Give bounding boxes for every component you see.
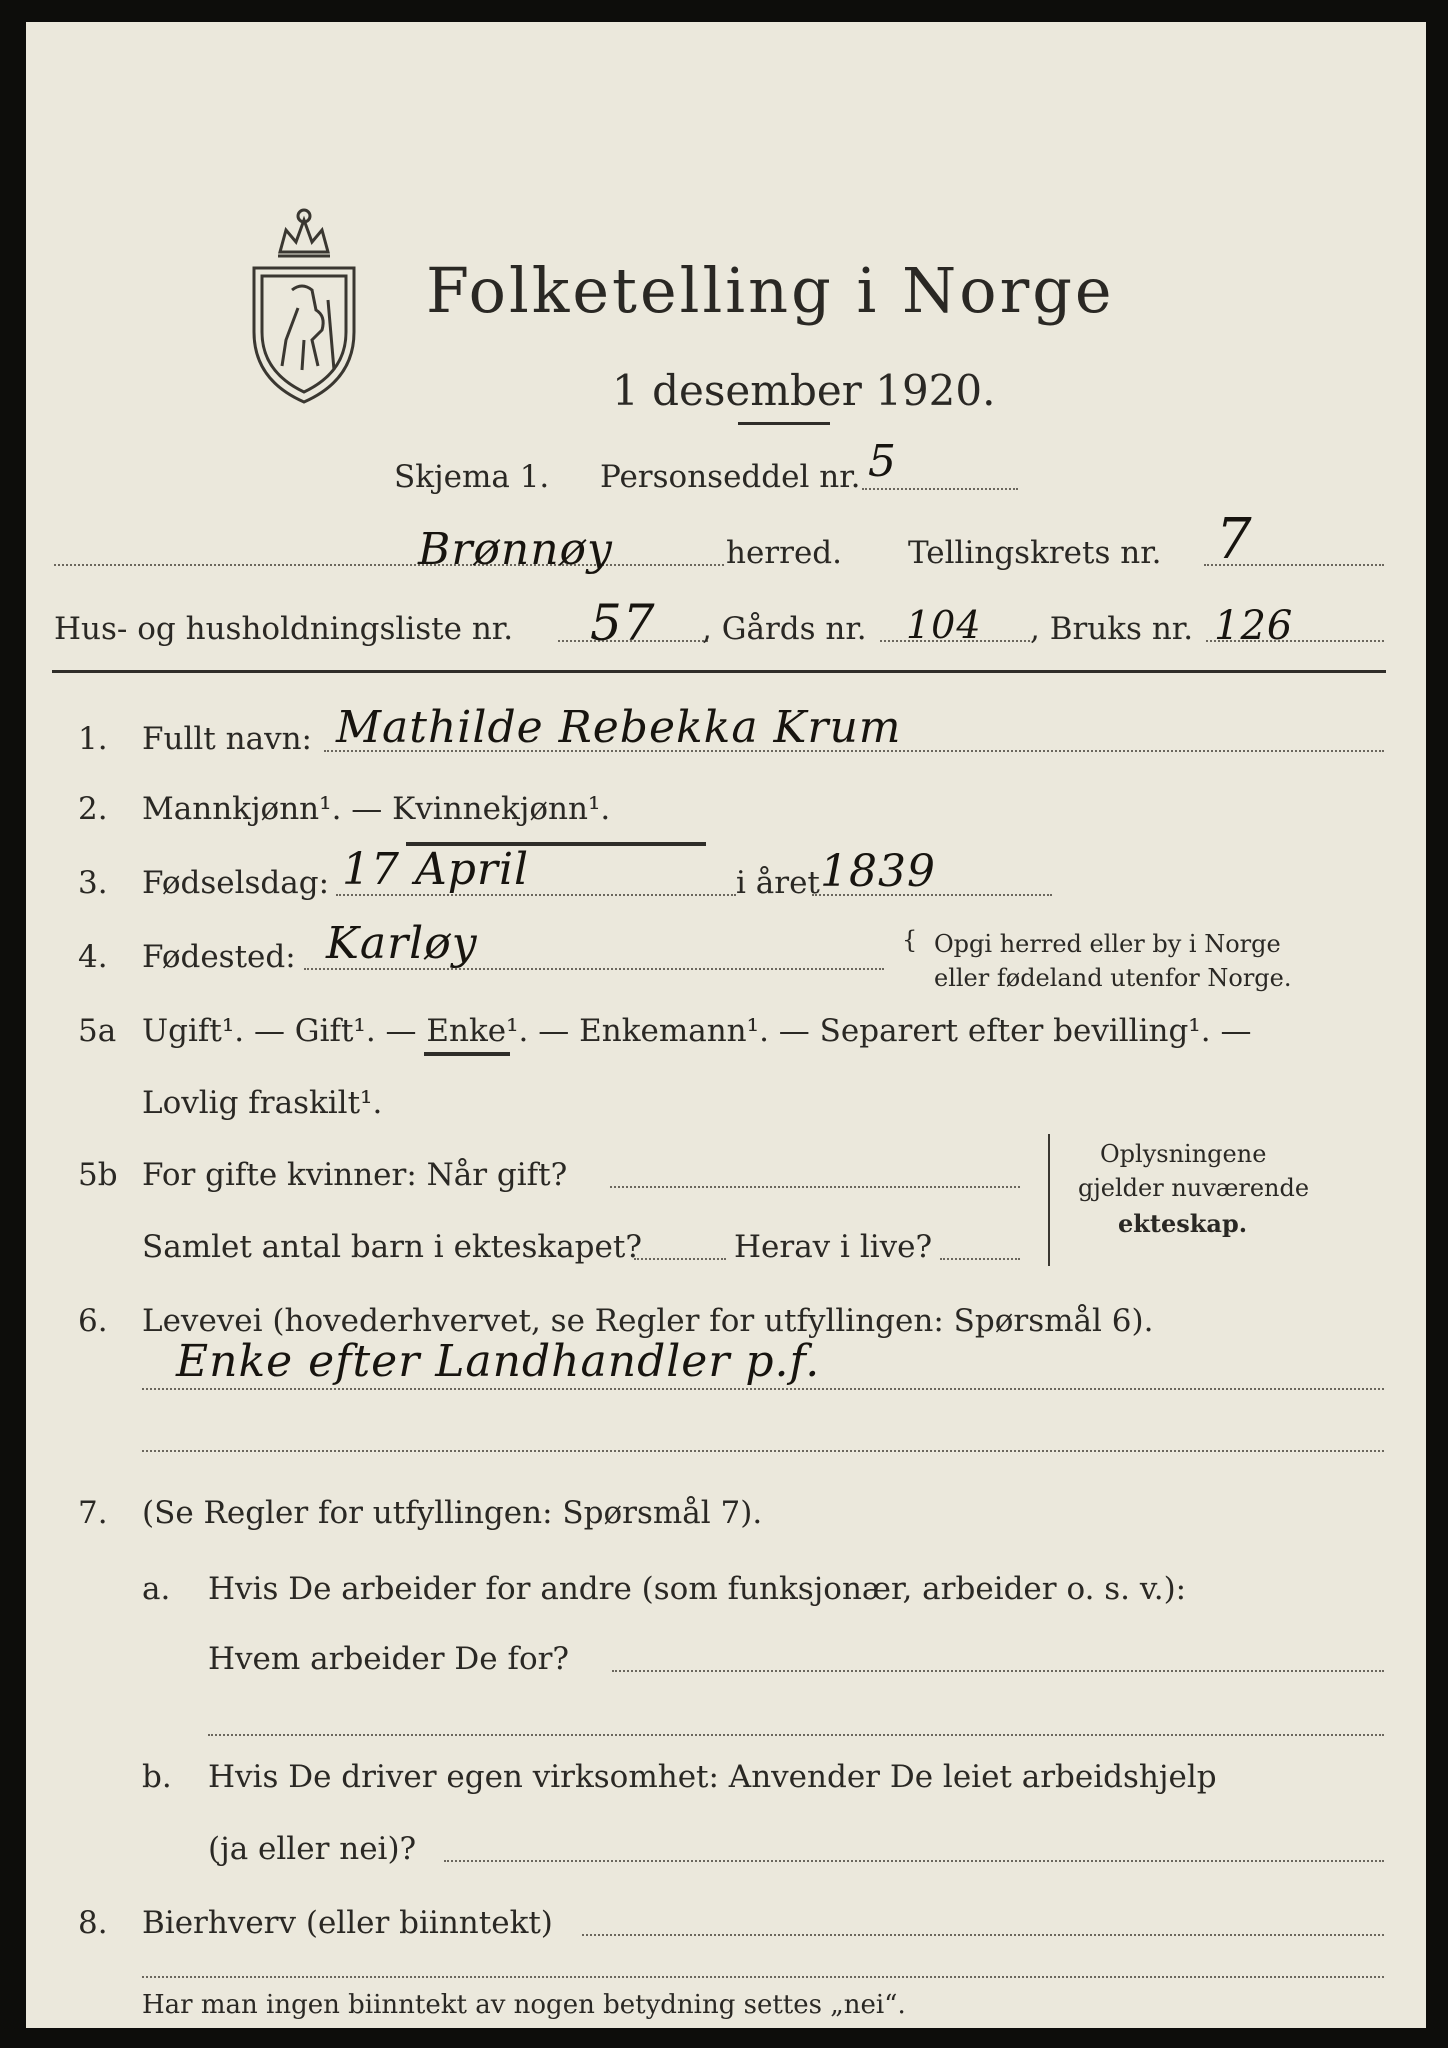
q5b-alive-label: Herav i live?	[734, 1229, 933, 1265]
husliste-label: Hus- og husholdningsliste nr.	[54, 611, 514, 647]
footer-note: Har man ingen biinntekt av nogen betydning settes „nei“.	[142, 1990, 906, 2020]
q6-label: Levevei (hovederhvervet, se Regler for utfyllingen: Spørsmål 6).	[142, 1303, 1154, 1339]
q1-number: 1.	[78, 721, 108, 757]
q8-line2	[142, 1976, 1384, 1978]
q2-sex-options: Mannkjønn¹. — Kvinnekjønn¹.	[142, 791, 611, 827]
q7a-employer-line	[612, 1670, 1384, 1672]
tellingskrets-value[interactable]: 7	[1216, 507, 1253, 572]
q4-note-line2: eller fødeland utenfor Norge.	[934, 964, 1292, 992]
husliste-value[interactable]: 57	[590, 594, 656, 652]
q5a-number: 5a	[78, 1013, 117, 1049]
bruks-label: , Bruks nr.	[1030, 611, 1194, 647]
header-rule	[52, 670, 1386, 673]
q4-note-brace: {	[902, 926, 918, 954]
norwegian-coat-of-arms-icon	[242, 190, 366, 410]
title-divider	[738, 422, 830, 425]
q7a-letter: a.	[142, 1571, 171, 1607]
census-date: 1 desember 1920.	[612, 366, 996, 415]
q8-line	[582, 1934, 1384, 1936]
form-title: Folketelling i Norge	[426, 254, 1115, 327]
q3-year-value[interactable]: 1839	[820, 846, 936, 897]
q7a-employer-label: Hvem arbeider De for?	[208, 1641, 570, 1677]
herred-label: herred.	[726, 535, 842, 571]
census-form	[26, 22, 1426, 2028]
q7a-question: Hvis De arbeider for andre (som funksjonær, arbeider o. s. v.):	[208, 1571, 1187, 1607]
gards-value[interactable]: 104	[906, 603, 982, 647]
herred-value[interactable]: Brønnøy	[418, 524, 613, 575]
q5b-married-line	[610, 1186, 1020, 1188]
q5b-alive-line	[940, 1258, 1020, 1260]
q7b-answer-line	[444, 1860, 1384, 1862]
personseddel-line	[862, 488, 1018, 490]
q5b-children-label: Samlet antal barn i ekteskapet?	[142, 1229, 642, 1265]
q5a-status-options: Ugift¹. — Gift¹. — Enke¹. — Enkemann¹. — Separert efter bevilling¹. —	[142, 1013, 1252, 1049]
q6-line2	[142, 1450, 1384, 1452]
tellingskrets-label: Tellingskrets nr.	[908, 535, 1162, 571]
q5b-married-when: For gifte kvinner: Når gift?	[142, 1157, 568, 1193]
q4-birthplace-value[interactable]: Karløy	[326, 918, 478, 969]
q7a-employer-line2	[208, 1734, 1384, 1736]
q6-line1	[142, 1388, 1384, 1390]
q3-birthday-value[interactable]: 17 April	[342, 844, 530, 895]
q5b-note-line2: gjelder nuværende	[1078, 1174, 1310, 1202]
q5a-underline-mark	[424, 1052, 510, 1056]
q6-number: 6.	[78, 1303, 108, 1339]
personseddel-label: Personseddel nr.	[600, 459, 861, 495]
q5a-status-options-cont: Lovlig fraskilt¹.	[142, 1085, 383, 1121]
q5b-number: 5b	[78, 1157, 118, 1193]
q4-number: 4.	[78, 939, 108, 975]
q7b-answer-label: (ja eller nei)?	[208, 1831, 417, 1867]
q5b-children-line	[634, 1258, 726, 1260]
q7b-letter: b.	[142, 1759, 172, 1795]
q4-note-line1: Opgi herred eller by i Norge	[934, 930, 1281, 958]
gards-label: , Gårds nr.	[702, 611, 867, 647]
q7-number: 7.	[78, 1495, 108, 1531]
q7b-question: Hvis De driver egen virksomhet: Anvender De leiet arbeidshjelp	[208, 1759, 1217, 1795]
schema-label: Skjema 1.	[394, 459, 550, 495]
q5b-note-line3: ekteskap.	[1118, 1209, 1248, 1238]
q1-full-name-value[interactable]: Mathilde Rebekka Krum	[336, 702, 902, 753]
q5b-note-bracket	[1048, 1134, 1050, 1266]
q4-label: Fødested:	[142, 939, 296, 975]
q3-label: Fødselsdag:	[142, 865, 330, 901]
q2-number: 2.	[78, 791, 108, 827]
q5b-note-line1: Oplysningene	[1100, 1140, 1267, 1168]
q1-label: Fullt navn:	[142, 721, 312, 757]
q8-number: 8.	[78, 1905, 108, 1941]
bruks-value[interactable]: 126	[1214, 603, 1294, 649]
q3-number: 3.	[78, 865, 108, 901]
personseddel-value[interactable]: 5	[868, 436, 897, 487]
q8-label: Bierhverv (eller biinntekt)	[142, 1905, 553, 1941]
q6-occupation-value[interactable]: Enke efter Landhandler p.f.	[176, 1336, 821, 1387]
q3-year-label: i året	[736, 865, 820, 901]
herred-line	[54, 564, 724, 566]
q7-label: (Se Regler for utfyllingen: Spørsmål 7).	[142, 1495, 763, 1531]
